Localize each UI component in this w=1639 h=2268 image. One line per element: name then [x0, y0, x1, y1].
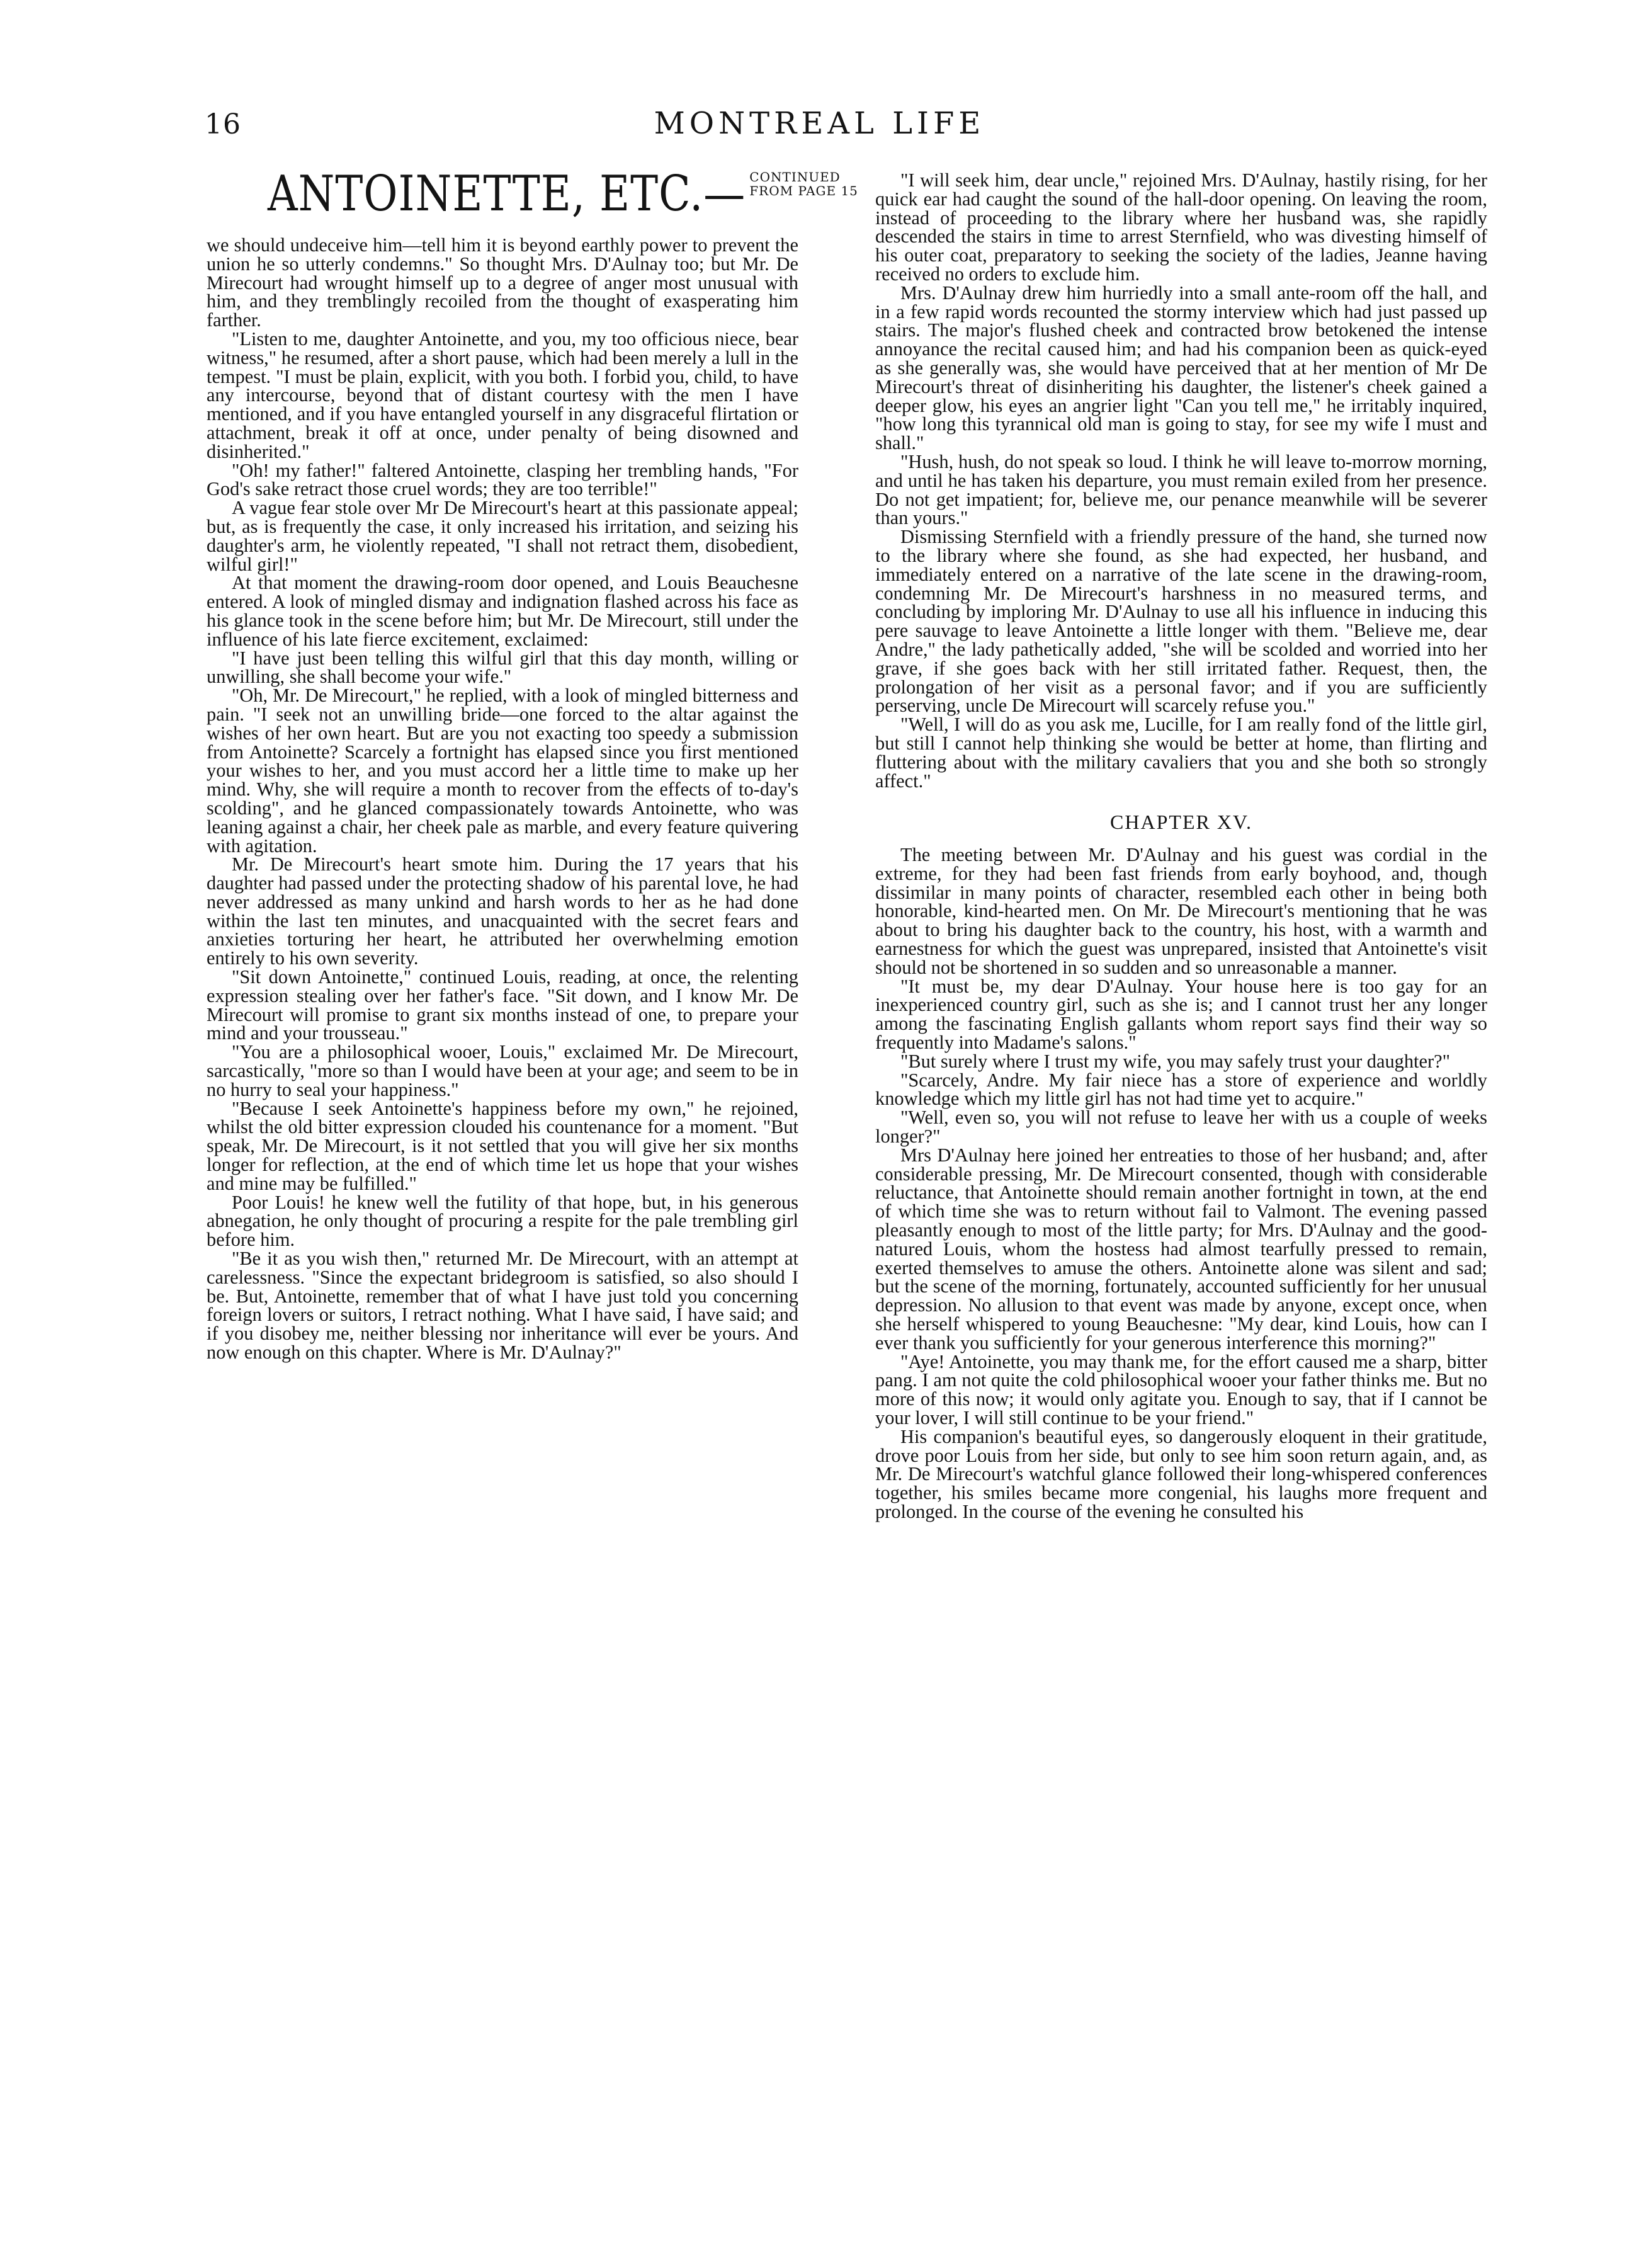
paragraph: "I will seek him, dear uncle," rejoined Mrs. D'Aulnay, hastily rising, for her quick ear had caught the sound of the hall-door opening. On leaving the room, instead of proceeding to the library where her husband was, she rapidly descended the stairs in time to arrest Sternfield, who was divesting himself of his outer coat, preparatory to seeking the society of the ladies, Jeanne having received no orders to exclude him. [875, 169, 1487, 285]
article-title: ANTOINETTE, ETC.— [268, 165, 746, 222]
paragraph: "Well, I will do as you ask me, Lucille, for I am really fond of the little girl, but still I cannot help thinking she would be better at home, than flirting and fluttering about with the military cavaliers that you and she both so strongly affect." [875, 714, 1487, 792]
paragraph: Dismissing Sternfield with a friendly pressure of the hand, she turned now to the library where she found, as she had expected, her husband, and immediately entered on a narrative of the late scene in the drawing-room, condemning Mr. De Mirecourt's harshness in no measured terms, and concluding by imploring Mr. D'Aulnay to use all his influence in inducing this pere sauvage to leave Antoinette a little longer with them. "Believe me, dear Andre," the lady pathetically added, "she will be scolded and worried into her grave, if she goes back with her still irritated father. Request, then, the prolongation of her visit as a personal favor; and if you are sufficiently perserving, uncle De Mirecourt will scarcely refuse you." [875, 526, 1487, 717]
paragraph: "But surely where I trust my wife, you may safely trust your daughter?" [900, 1050, 1451, 1072]
running-head: MONTREAL LIFE [654, 106, 985, 141]
paragraph: "Hush, hush, do not speak so loud. I think he will leave to-morrow morning, and until he has taken his departure, you must remain exiled from her presence. Do not get impatient; for, believe me, our penance meanwhile will be severer than yours." [875, 450, 1487, 529]
paragraph: "You are a philosophical wooer, Louis," exclaimed Mr. De Mirecourt, sarcastically, "more so than I would have been at your age; and seem to be in no hurry to seal your happiness." [207, 1041, 798, 1100]
paragraph: "I have just been telling this wilful girl that this day month, willing or unwilling, she shall become your wife." [207, 647, 798, 688]
paragraph: "Scarcely, Andre. My fair niece has a store of experience and worldly knowledge which my little girl has not had time yet to acquire." [875, 1069, 1487, 1110]
paragraph: The meeting between Mr. D'Aulnay and his guest was cordial in the extreme, for they had been fast friends from early boyhood, and, though dissimilar in many points of character, resembled each other in being both honorable, kind-hearted men. On Mr. De Mirecourt's mentioning that he was about to bring his daughter back to the country, his host, with a warmth and earnestness for which the guest was unprepared, insisted that Antoinette's visit should not be shortened in so sudden and so unreasonable a manner. [875, 844, 1487, 978]
paragraph: At that moment the drawing-room door opened, and Louis Beauchesne entered. A look of mingled dismay and indignation flashed across his face as his glance took in the scene before him; but Mr. De Mirecourt, still under the influence of his late fierce excitement, exclaimed: [207, 572, 798, 650]
paragraph: Mrs. D'Aulnay drew him hurriedly into a small ante-room off the hall, and in a few rapid words recounted the stormy interview which had just passed up stairs. The major's flushed cheek and contracted brow betokened the intense annoyance the recital caused him; and had his companion been as quick-eyed as she generally was, she would have perceived that at her mention of Mr De Mirecourt's threat of disinheriting his daughter, the listener's cheek gained a deeper glow, his eyes an angrier light "Can you tell me," he irritably inquired, "how long this tyrannical old man is going to stay, for see my wife I must and shall." [875, 282, 1487, 454]
paragraph: "It must be, my dear D'Aulnay. Your house here is too gay for an inexperienced country girl, such as she is; and I cannot trust her any longer among the fascinating English gallants whom report says find their way so frequently into Madame's salons." [875, 975, 1487, 1054]
paragraph: "Be it as you wish then," returned Mr. De Mirecourt, with an attempt at carelessness. "Since the expectant bridegroom is satisfied, so also should I be. But, Antoinette, remember that of what I have just told you concerning foreign lovers or suitors, I retract nothing. What I have said, I have said; and if you disobey me, neither blessing nor inheritance will ever be yours. And now enough on this chapter. Where is Mr. D'Aulnay?" [207, 1248, 798, 1364]
paragraph: "Sit down Antoinette," continued Louis, reading, at once, the relenting expression stealing over her father's face. "Sit down, and I know Mr. De Mirecourt will promise to grant six months instead of one, to prepare your mind and your trousseau." [207, 966, 798, 1044]
continued-line: CONTINUED [749, 169, 841, 185]
paragraph: "Listen to me, daughter Antoinette, and you, my too officious niece, bear witness," he resumed, after a short pause, which had been merely a lull in the tempest. "I must be plain, explicit, with you both. I forbid you, child, to have any intercourse, beyond that of distant courtesy with the men I have mentioned, and if you have entangled yourself in any disgraceful flirtation or attachment, break it off at once, under penalty of being disowned and disinherited." [207, 328, 798, 462]
paragraph: "Well, even so, you will not refuse to leave her with us a couple of weeks longer?" [875, 1107, 1487, 1148]
paragraph: "Aye! Antoinette, you may thank me, for the effort caused me a sharp, bitter pang. I am not quite the cold philosophical wooer your father thinks me. But no more of this now; it would only agitate you. Enough to say, that if I cannot be your lover, I will still continue to be your friend." [875, 1350, 1487, 1428]
paragraph: "Because I seek Antoinette's happiness before my own," he rejoined, whilst the old bitter expression clouded his countenance for a moment. "But speak, Mr. De Mirecourt, is it not settled that you will give her six months longer for reflection, at the end of which time let us hope that your wishes and mine may be fulfilled." [207, 1097, 798, 1194]
continued-note [749, 170, 858, 198]
right-column [875, 171, 1487, 1522]
paragraph: His companion's beautiful eyes, so dangerously eloquent in their gratitude, drove poor Louis from her side, but only to see him soon return again, and, as Mr. De Mirecourt's watchful glance followed their long-whispered conferences together, his smiles became more congenial, his laughs more frequent and prolonged. In the course of the evening he consulted his [875, 1425, 1487, 1522]
continued-from-line: FROM PAGE 15 [749, 183, 858, 198]
page-number: 16 [205, 108, 241, 140]
paragraph: "Oh, Mr. De Mirecourt," he replied, with a look of mingled bitterness and pain. "I seek not an unwilling bride—one forced to the altar against the wishes of her own heart. But are you not exacting too speedy a submission from Antoinette? Scarcely a fortnight has elapsed since you first mentioned your wishes to her, and you must accord her a little time to make up her mind. Why, she will require a month to recover from the effects of to-day's scolding", and he glanced compassionately towards Antoinette, who was leaning against a chair, her cheek pale as marble, and every feature quivering with agitation. [207, 685, 798, 857]
chapter-heading: CHAPTER XV. [1110, 811, 1252, 834]
paragraph: Poor Louis! he knew well the futility of that hope, but, in his generous abnegation, he only thought of procuring a respite for the pale trembling girl before him. [207, 1191, 798, 1251]
left-column [207, 236, 798, 1362]
paragraph: "Oh! my father!" faltered Antoinette, clasping her trembling hands, "For God's sake retract those cruel words; they are too terrible!" [207, 459, 798, 500]
article-title-block [268, 165, 858, 222]
paragraph: Mrs D'Aulnay here joined her entreaties to those of her husband; and, after considerable pressing, Mr. De Mirecourt consented, though with considerable reluctance, that Antoinette should remain another fortnight in town, at the end of which time she was to return without fail to Valmont. The evening passed pleasantly enough to most of the little party; for Mrs. D'Aulnay and the good-natured Louis, whom the hostess had almost tearfully pressed to remain, exerted themselves to amuse the others. Antoinette alone was silent and sad; but the scene of the morning, fortunately, accounted sufficiently for her unusual depression. No allusion to that event was made by anyone, except once, when she herself whispered to young Beauchesne: "My dear, kind Louis, how can I ever thank you sufficiently for your generous interference this morning?" [875, 1144, 1487, 1353]
paragraph: Mr. De Mirecourt's heart smote him. During the 17 years that his daughter had passed under the protecting shadow of his parental love, he had never addressed as many unkind and harsh words to her as he had done within the last ten minutes, and unacquainted with the secret fears and anxieties torturing her heart, he attributed her overwhelming emotion entirely to his own severity. [207, 853, 798, 969]
paragraph: A vague fear stole over Mr De Mirecourt's heart at this passionate appeal; but, as is frequently the case, it only increased his irritation, and seizing his daughter's arm, he violently repeated, "I shall not retract them, disobedient, wilful girl!" [207, 497, 798, 575]
paragraph: we should undeceive him—tell him it is beyond earthly power to prevent the union he so utterly condemns." So thought Mrs. D'Aulnay too; but Mr. De Mirecourt had wrought himself up to a degree of anger most unusual with him, and they tremblingly recoiled from the thought of exasperating him farther. [207, 234, 798, 331]
